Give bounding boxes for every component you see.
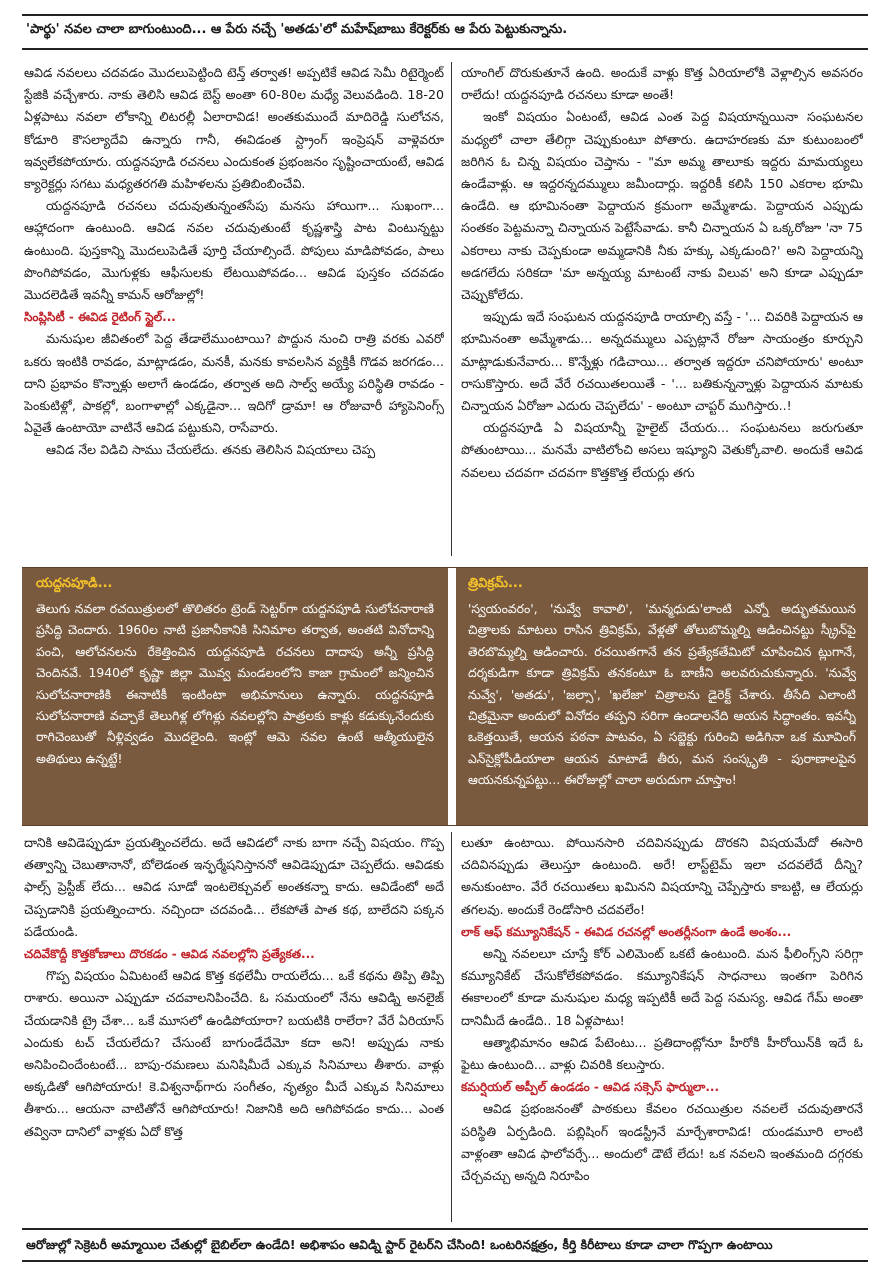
paragraph: మనుషుల జీవితంలో పెద్ద తేడాలేముంటాయి? పొద్దున నుంచి రాత్రి వరకు ఎవరో ఒకరు ఇంటికి రావడం, మాట్లాడడం, మనకీ, మనకు కావలసిన వ్యక్తికీ గొడవ జరగడం... దాని ప్రభావం కొన్నాళ్లు అలాగే ఉండడం, తర్వాత అది సాల్వ్ అయ్యే పరిస్థితి రావడం - పెంకుటిళ్లో, పాకల్లో, బంగాళాల్లో ఎక్కడైనా... ఇదిగో డ్రామా! ఆ రోజువారీ హ్యాపెనింగ్స్ ఏవైతే ఉంటాయో వాటినే ఆవిడ పట్టుకుని, రాసేవారు. <box>24 331 444 436</box>
box-text-yaddanapudi: తెలుగు నవలా రచయిత్రులలో తొలితరం ట్రెండ్ సెట్టర్‌గా యద్దనపూడి సులోచనారాణి ప్రసిద్ధి చెందారు. 1960ల నాటి ప్రజానీకానికి సినిమాల తర్వాత, అంతటి వినోదాన్ని పంచి, ఆలోచనలను రేకెత్తించిన యద్దనపూడి రచనలు దాదాపు అన్నీ ప్రసిద్ధి చెందినవే. 1940లో కృష్ణా జిల్లా మొవ్వ మండలంలోని కాజా గ్రామంలో జన్మించిన సులోచనారాణికి ఈనాటికీ ఇంటింటా అభిమానులు ఉన్నారు. యద్దనపూడి సులోచనారాణి వచ్చాకే తెలుగిళ్ల లోగిళ్లు నవలల్లోని పాత్రలకు కాళ్లు కడుక్కునేందుకు రాగిచెంబుతో నీళ్లివ్వడం మొదలైంది. ఇంట్లో ఆమె నవల ఉంటే ఆత్మీయులైన అతిథులు ఉన్నట్టే! <box>36 601 434 766</box>
paragraph: ఇప్పుడు ఇదే సంఘటన యద్దనపూడి రాయాల్సి వస్తే - '... చివరికి పెద్దాయన ఆ భూమినంతా అమ్మేశాడు... అన్నదమ్ములు ఎప్పట్లానే రోజూ సాయంత్రం కూర్చుని మాట్లాడుకునేవారు... కొన్నేళ్లు గడిచాయి... తర్వాత ఇద్దరూ చనిపోయారు' అంటూ రాసుకొస్తారు. అదే వేరే రచయితలయితే - '... బతికున్నన్నాళ్లు పెద్దాయన మాటకు చిన్నాయన ఏరోజూ ఎదురు చెప్పలేదు' - అంటూ చాప్టర్ ముగిస్తారు..! <box>461 309 863 414</box>
page-footer-quote: ఆరోజుల్లో సెక్రెటరీ అమ్మాయిల చేతుల్లో బైబిల్‌లా ఉండేది! అభిశాపం ఆవిడ్ని స్టార్ రైటర్‌ని చేసింది! ఒంటరినక్షత్రం, కీర్తి కిరీటాలు కూడా చాలా గొప్పగా ఉంటాయి <box>26 1237 773 1252</box>
paragraph: ఆత్మాభిమానం ఆవిడ పేటెంటు... ప్రతిదాంట్లోనూ హీరోకి హీరోయిన్‌కి ఇదే ఓ ఫైటు ఉంటుంది... వాళ్లు చివరికి కలుస్తారు. <box>461 1034 863 1073</box>
paragraph: ఆవిడ నవలలు చదవడం మొదలుపెట్టింది టెన్త్ తర్వాత! అప్పటికే ఆవిడ సెమీ రిటైర్మెంట్ స్టేజికి వచ్చేశారు. నాకు తెలిసి ఆవిడ బెస్ట్ అంతా 60-80ల మధ్యే వెలువడింది. 18-20 ఏళ్లపాటు నవలా లోకాన్ని లిటరల్లీ ఏలారావిడ! అంతకుముందే మాదిరెడ్డి సులోచన, కోడూరి కౌసల్యాదేవి ఉన్నారు గానీ, ఈవిడంత స్ట్రాంగ్ ఇంప్రెషన్ వాళ్లెవరూ ఇవ్వలేకపోయారు. యద్దనపూడి రచనలు ఎందుకంత ప్రభంజనం సృష్టించాయంటే, ఆవిడ క్యారెక్టర్లు సగటు మధ్యతరగతి మహిళలను ప్రతిబింబించేవి. <box>24 65 444 192</box>
left-column-bottom <box>24 832 444 1224</box>
paragraph: యద్దనపూడి ఏ విషయాన్నీ హైలైట్ చేయరు... సంఘటనలు జరుగుతూ పోతుంటాయి... మనమే వాటిలోంచి అసలు ఇష్యూని వెతుక్కోవాలి. అందుకే ఆవిడ నవలలు చదవగా చదవగా కొత్తకొత్త లేయర్లు తగు <box>461 420 863 480</box>
paragraph: అన్ని నవలలూ చూస్తే కోర్ ఎలిమెంట్ ఒకటే ఉంటుంది. మన ఫీలింగ్స్‌ని సరిగ్గా కమ్యూనికేట్ చేసుకోలేకపోవడం. కమ్యూనికేషన్ సాధనాలు ఇంతగా పెరిగిన ఈకాలంలో కూడా మనుషుల మధ్య ఇప్పటికీ అదే పెద్ద సమస్య. ఆవిడ గేమ్ అంతా దానిమీదే ఉండేది.. 18 ఏళ్లపాటు! <box>461 946 863 1028</box>
paragraph: దానికి ఆవిడెప్పుడూ ప్రయత్నించలేదు. అదే ఆవిడలో నాకు బాగా నచ్చే విషయం. గొప్ప తత్వాన్ని చెబుతానానో, బోలెడంత ఇన్ఫర్మేషనిస్తాననో ఆవిడెప్పుడూ చెప్పలేదు. ఆవిడకు ఫాల్స్ ప్రెస్టీజ్ లేదు... ఆవిడ సూడో ఇంటలెక్చువల్ అంతకన్నా కాదు. ఆవిడేంటో అదే చెప్పడానికి ప్రయత్నించారు. నచ్చిందా చదవండి... లేకపోతే పాత కథ, బాలేదని పక్కన పడేయండి. <box>24 835 444 939</box>
paragraph: యద్దనపూడి రచనలు చదువుతున్నంతసేపు మనసు హాయిగా... సుఖంగా... ఆహ్లాదంగా ఉంటుంది. ఆవిడ నవల చదువుతుంటే కృష్ణశాస్త్రి పాట వింటున్నట్టు ఉంటుంది. పుస్తకాన్ని మొదలుపెడితే పూర్తి చేయాల్సిందే. పోపులు మాడిపోవడం, పాలు పొంగిపోవడం, మొగుళ్లకు ఆఫీసులకు లేటయిపోవడం... ఆవిడ పుస్తకం చదవడం మొదలెడితే ఇవన్నీ కామన్ ఆరోజుల్లో! <box>24 198 444 303</box>
footer-rule <box>22 1228 868 1230</box>
info-box <box>22 567 868 826</box>
paragraph: గొప్ప విషయం ఏమిటంటే ఆవిడ కొత్త కథలేమీ రాయలేదు... ఒకే కథను తిప్పి తిప్పి రాశారు. అయినా ఎప్పుడూ చదవాలనిపించేది. ఓ సమయంలో నేను ఆవిడ్ని అనలైజ్ చేయడానికి ట్రై చేశా... ఒకే మూసలో ఉండిపోయారా? బయటికి రాలేరా? వేరే ఏరియాస్ ఎందుకు టచ్ చేయలేదు? చేసుంటే బాగుండేదేమో కదా అని! అప్పుడు నాకు అనిపించిందేంటంటే... బాపు-రమణలు మనిషిమీదే ఎక్కువ సినిమాలు తీశారు. వాళ్లు అక్కడితో ఆగిపోయారు! కె.విశ్వనాథ్‌గారు సంగీతం, నృత్యం మీదే ఎక్కువ సినిమాలు తీశారు... ఆయనా వాటితోనే ఆగిపోయారు! నిజానికి అది ఆగిపోవడం కాదు... ఎంత తవ్వినా దానిలో వాళ్లకు ఏదో కొత్త <box>24 968 444 1139</box>
box-title-yaddanapudi: యద్దనపూడి... <box>36 576 113 591</box>
paragraph: ఆవిడ ప్రభంజనంతో పాఠకులు కేవలం రచయిత్రుల నవలలే చదువుతారనే పరిస్థితి ఏర్పడింది. పబ్లిషింగ్ ఇండస్ట్రీనే మార్చేశారావిడ! యండమూరి లాంటి వాళ్లంతా ఆవిడ ఫాలోవర్సే... అందులో డౌటే లేదు! ఒక నవలని ఇంతమంది దగ్గరకు చేర్చవచ్చు అన్నది నిరూపిం <box>461 1101 863 1184</box>
subheading: చదివేకొద్దీ కొత్తకోణాలు దొరకడం - ఆవిడ నవలల్లోని ప్రత్యేకత... <box>24 947 315 962</box>
box-text-trivikram: 'స్వయంవరం', 'నువ్వే కావాలి', 'మన్మధుడు'లాంటి ఎన్నో అద్భుతమయిన చిత్రాలకు మాటలు రాసిన త్రివిక్రమ్, వేళ్లతో తోలుబొమ్మల్ని ఆడించినట్టు స్క్రీన్‌పై తెరబొమ్మల్ని ఆడించారు. రచయితగానే తన ప్రత్యేకతేమిటో చూపించిన ట్లుగానే, దర్శకుడిగా కూడా త్రివిక్రమ్ తనకంటూ ఓ బాణీని అలవరుచుకున్నారు. 'నువ్వే నువ్వే', 'అతడు', 'జల్సా', 'ఖలేజా' చిత్రాలను డైరెక్ట్ చేశారు. తీసేది ఎలాంటి చిత్రమైనా అందులో వినోదం తప్పని సరిగా ఉండాలనేది ఆయన సిద్ధాంతం. ఇవన్నీ ఒకెత్తయితే, ఆయన పఠనా పాటవం, ఏ సబ్జెక్టు గురించి అడిగినా ఒక మూవింగ్ ఎన్‌సైక్లోపీడియాలా ఆయన మాటాడే తీరు, మన సంస్కృతి - పురాణాలపైన ఆయనకున్నపట్టు... ఈరోజుల్లో చాలా అరుదుగా చూస్తాం! <box>468 601 856 788</box>
paragraph: ఇంకో విషయం ఏంటంటే, ఆవిడ ఎంత పెద్ద విషయాన్నయినా సంఘటనల మధ్యలో చాలా తేలిగ్గా చెప్పుకుంటూ పోతారు. ఉదాహరణకు మా కుటుంబంలో జరిగిన ఓ చిన్న విషయం చెప్తాను - "మా అమ్మ తాలూకు ఇద్దరు మామయ్యలు ఉండేవాళ్లు. ఆ ఇద్దరన్నదమ్ములు జమీందార్లు. ఇద్దరికీ కలిసి 150 ఎకరాల భూమి ఉండేది. ఆ భూమినంతా పెద్దాయన క్రమంగా అమ్మేశాడు. పెద్దాయన ఎప్పుడు సంతకం పెట్టమన్నా చిన్నాయన పెట్టేసేవాడు. కానీ చిన్నాయన ఏ ఒక్కరోజూ 'నా 75 ఎకరాలు నాకు చెప్పకుండా అమ్మడానికి నీకు హక్కు ఎక్కడుంది?' అని పెద్దాయన్ని అడగలేదు సరికదా 'మా అన్నయ్య మాటంటే నాకు విలువ' అని కూడా ఎప్పుడూ చెప్పుకోలేదు. <box>461 109 863 303</box>
page-headline: 'పార్థు' నవల చాలా బాగుంటుంది... ఆ పేరు నచ్చే 'అతడు'లో మహేష్‌బాబు కేరెక్టర్‌కు ఆ పేరు పెట్టుకున్నాను. <box>26 22 568 37</box>
paragraph: యాంగిల్ దొరుకుతూనే ఉంది. అందుకే వాళ్లు కొత్త ఏరియాలోకి వెళ్లాల్సిన అవసరం రాలేదు! యద్దనపూడి రచనలు కూడా అంతే! <box>461 65 863 103</box>
box-divider <box>448 568 456 825</box>
subheading: లాక్ ఆఫ్ కమ్యూనికేషన్ - ఈవిడ రచనల్లో అంతర్లీనంగా ఉండే అంశం... <box>461 924 792 939</box>
right-column-top <box>461 62 863 558</box>
paragraph: ఆవిడ నేల విడిచి సాము చేయలేదు. తనకు తెలిసిన విషయాలు చెప్ప <box>46 442 376 458</box>
column-divider <box>451 62 452 556</box>
box-title-trivikram: త్రివిక్రమ్... <box>468 576 523 591</box>
right-column-bottom <box>461 832 863 1224</box>
headline-rule <box>22 48 868 50</box>
column-divider <box>451 832 452 1222</box>
subheading: సింప్లిసిటీ - ఈవిడ రైటింగ్ స్టైల్... <box>24 310 176 325</box>
bottom-rule <box>22 1260 868 1262</box>
subheading: కమర్షియల్ అప్పీల్ ఉండడం - ఆవిడ సక్సెస్ ఫార్ములా... <box>461 1080 720 1095</box>
top-rule <box>22 14 868 16</box>
paragraph: లుతూ ఉంటాయి. పోయినసారి చదివినప్పుడు దొరకని విషయమేదో ఈసారి చదివినప్పుడు తెలుస్తూ ఉంటుంది. అరే! లాస్ట్‌టైమ్ ఇలా చదవలేదే దీన్ని? అనుకుంటాం. వేరే రచయితలు ఖమినని విషయాన్ని చెప్పేస్తారు కాబట్టి, ఆ లేయర్లు తగలవు. అందుకే రెండోసారి చదవలేం! <box>461 835 863 917</box>
left-column-top <box>24 62 444 558</box>
